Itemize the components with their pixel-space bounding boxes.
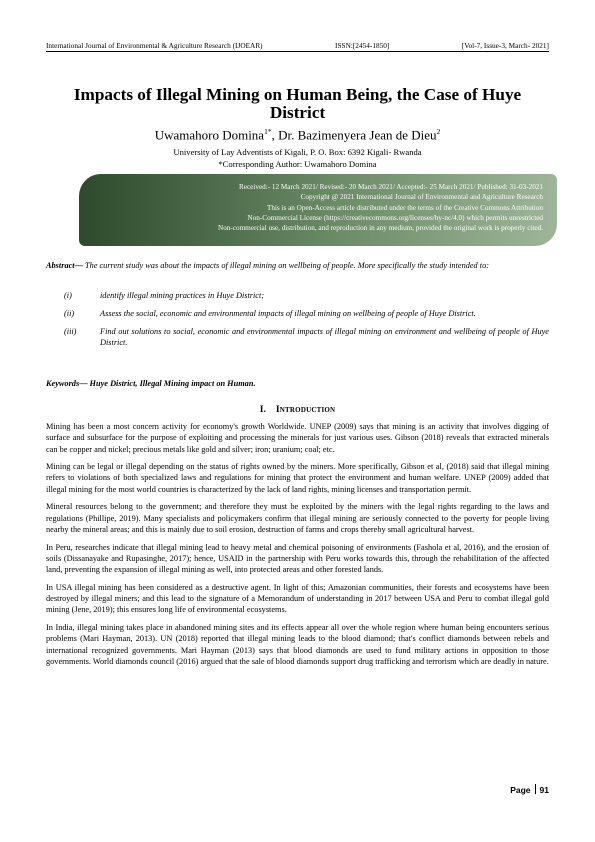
list-item xyxy=(46,290,549,301)
paragraph: Mineral resources belong to the government; and therefore they must be exploited by the miners with the legal rights regarding to the laws and regulations (Phillipe, 2019). Many specialists and policymakers confirm that illegal mining are seriously connected to the poverty for people living nearby the mineral areas; and this is mainly due to soil erosion, destruction of farms and crops thereby small agricultural harvest. xyxy=(46,502,549,534)
section-title: Introduction xyxy=(275,404,336,415)
list-item-number: (iii) xyxy=(64,326,77,336)
abstract xyxy=(46,260,549,271)
license-line: Non-Commercial License (https://creativecommons.org/licenses/by-nc/4.0) which permits unrestricted xyxy=(247,213,543,222)
paragraph: Mining can be legal or illegal depending on the status of rights owned by the miners. More specifically, Gibson et al, (2018) said that illegal mining refers to violations of both specialized laws and regulations for mining that protect the environment and human welfare. UNEP (2009) added that illegal mining for the most world countries is characterized by the lack of land rights, mining licenses and transportation permit. xyxy=(46,462,549,494)
paragraph: In Peru, researches indicate that illegal mining lead to heavy metal and chemical poisoning of environments (Fashola et al, 2016), and the erosion of soils (Dissanayake and Rupasinghe, 2017); hence, USAID in the partnership with Peru works towards this, through the rehabilitation of the affected land, preventing the expansion of illegal mining as well, into protected areas and other forested lands. xyxy=(46,542,549,575)
paper-title: Impacts of Illegal Mining on Human Being, the Case of Huye District xyxy=(73,85,522,122)
running-header xyxy=(46,38,549,50)
list-item xyxy=(46,326,549,349)
list-item-text: Assess the social, economic and environmental impacts of illegal mining on wellbeing of people of Huye District. xyxy=(100,308,476,318)
publication-info-banner xyxy=(79,174,557,246)
author-affiliation-mark: 1* xyxy=(264,127,272,136)
page-separator xyxy=(535,784,536,794)
issn: ISSN:[2454-1850] xyxy=(335,41,390,50)
abstract-label: Abstract— xyxy=(46,261,83,270)
volume-issue: [Vol-7, Issue-3, March- 2021] xyxy=(461,41,549,50)
paragraph: Mining has been a most concern activity for economy's growth Worldwide. UNEP (2009) says that mining is an activity that involves digging of surface and subsurface for the purpose of exploiting and processing the minerals for just various uses. Gibson (2018) reveals that extracted minerals can be copper and nickel; precious metals like gold and silver; iron; uranium; coal; etc. xyxy=(46,422,549,454)
journal-name: International Journal of Environmental & Agriculture Research (IJOEAR) xyxy=(46,41,263,50)
affiliation: University of Lay Adventists of Kigali, P. O. Box: 6392 Kigali- Rwanda xyxy=(173,147,422,157)
author-name: Uwamahoro Domina xyxy=(154,127,265,143)
author-separator: , xyxy=(271,127,279,143)
license-line: This is an Open-Access article distributed under the terms of the Creative Commons Attribution xyxy=(266,203,543,212)
keywords: Keywords— Huye District, Illegal Mining impact on Human. xyxy=(46,379,256,388)
list-item-number: (ii) xyxy=(64,308,75,318)
affiliation-block xyxy=(46,146,549,170)
section-heading xyxy=(46,404,549,415)
page-label: Page xyxy=(510,785,531,795)
section-body xyxy=(46,421,549,673)
header-rule xyxy=(46,51,549,52)
abstract-text: The current study was about the impacts of illegal mining on wellbeing of people. More specifically the study intended to: xyxy=(82,261,489,270)
author-affiliation-mark: 2 xyxy=(436,127,441,136)
list-item-text: Find out solutions to social, economic and environmental impacts of illegal mining on environment and wellbeing of people of Huye District. xyxy=(100,326,549,347)
list-item-text: identify illegal mining practices in Huye District; xyxy=(100,291,265,300)
list-item-number: (i) xyxy=(64,291,72,300)
dates-line: Received:- 12 March 2021/ Revised:- 20 March 2021/ Accepted:- 25 March 2021/ Published: 31-03-2021 xyxy=(238,183,543,191)
list-item xyxy=(46,308,549,319)
license-line: Non-commercial use, distribution, and reproduction in any medium, provided the original work is properly cited. xyxy=(218,224,543,233)
paragraph: In India, illegal mining takes place in abandoned mining sites and its effects appear all over the whole region where human being encounters serious problems (Mari Hayman, 2013). UN (2018) reported that illegal mining leads to the blood diamond; that's conflict diamonds between rebels and international recognized governments. Mari Hayman (2013) says that blood diamonds are used to fund military actions in opposition to those governments. World diamonds council (2016) argued that the sale of blood diamonds support drug trafficking and terrorism which are deadly in nature. xyxy=(46,622,549,666)
author-name: Dr. Bazimenyera Jean de Dieu xyxy=(278,127,437,143)
page-number-value: 91 xyxy=(539,785,549,795)
objectives-list xyxy=(46,290,549,355)
paragraph: In USA illegal mining has been considered as a destructive agent. In light of this; Amazonian communities, their forests and ecosystems have been destroyed by illegal miners; and this lead to the signature of a Memorandum of understanding in 2017 between USA and Peru to combat illegal gold mining (Jene, 2019); this ensures long life of environmental ecosystems. xyxy=(46,582,549,615)
page-number xyxy=(510,784,549,795)
copyright-line: Copyright @ 2021 International Journal of Environmental and Agriculture Research xyxy=(300,193,543,202)
section-number: I. xyxy=(259,404,266,415)
author-line xyxy=(46,124,549,143)
corresponding-author: *Corresponding Author: Uwamahoro Domina xyxy=(218,159,377,169)
